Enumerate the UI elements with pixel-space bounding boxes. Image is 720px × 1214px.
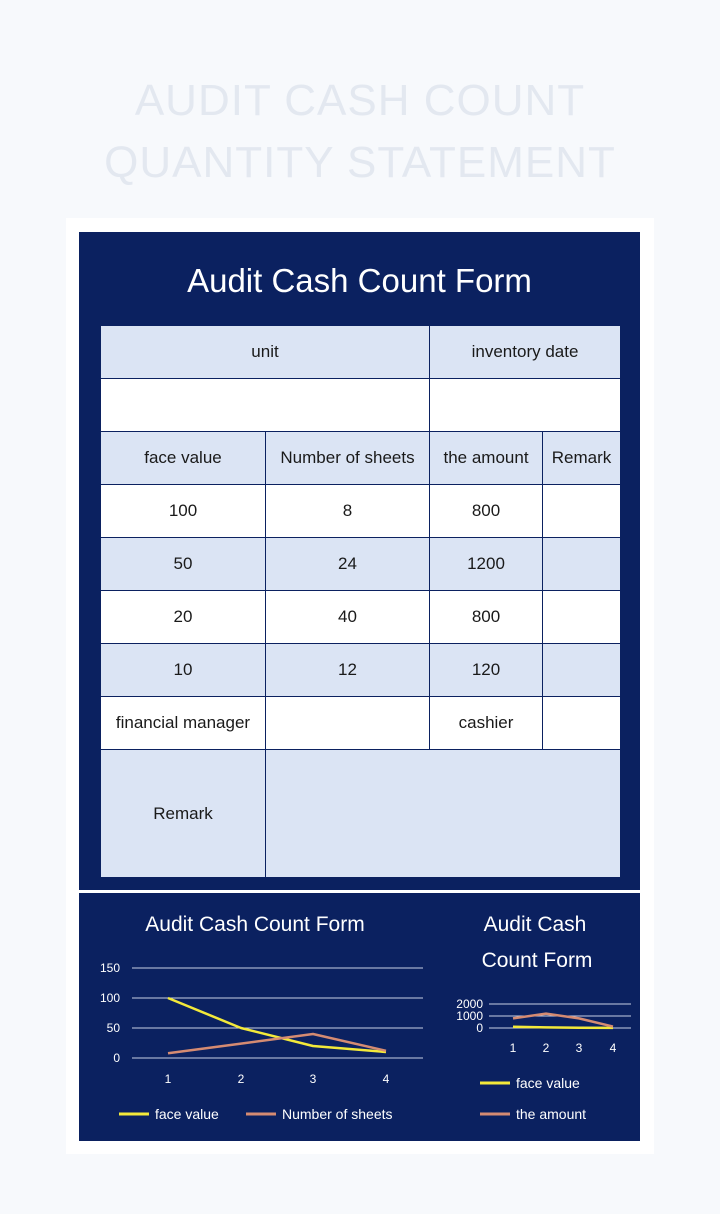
- face-value-cell: 50: [101, 538, 266, 591]
- chart-1-title: Audit Cash Count Form: [145, 913, 365, 936]
- y-tick-label: 0: [476, 1021, 483, 1035]
- x-tick-label: 2: [542, 1041, 550, 1055]
- series-line-1: [513, 1027, 613, 1028]
- remark-header: Remark: [543, 432, 621, 485]
- y-tick-label: 1000: [456, 1009, 483, 1023]
- x-tick-label: 2: [237, 1072, 245, 1086]
- charts-panel: [79, 893, 640, 1141]
- chart-2-title-line-1: Audit Cash: [483, 913, 587, 936]
- amount-cell: 1200: [430, 538, 543, 591]
- legend-label: the amount: [516, 1106, 587, 1122]
- legend-label: Number of sheets: [282, 1106, 393, 1122]
- header-row: [101, 326, 621, 379]
- sheets-cell: 40: [266, 591, 430, 644]
- legend-label: face value: [516, 1075, 580, 1091]
- unit-header: unit: [101, 326, 430, 379]
- remark-cell[interactable]: [543, 591, 621, 644]
- sheets-cell: 24: [266, 538, 430, 591]
- remark-row: [101, 750, 621, 878]
- header-values-row: [101, 379, 621, 432]
- cashier-label: cashier: [430, 697, 543, 750]
- x-tick-label: 1: [509, 1041, 517, 1055]
- form-title: Audit Cash Count Form: [187, 262, 532, 299]
- chart-2-title-line-2: Count Form: [481, 949, 593, 972]
- page-title-line-1: AUDIT CASH COUNT: [134, 76, 586, 125]
- sheets-cell: 8: [266, 485, 430, 538]
- legend-label: face value: [155, 1106, 219, 1122]
- column-header-row: [101, 432, 621, 485]
- x-tick-label: 1: [164, 1072, 172, 1086]
- cash-count-table: [100, 325, 621, 878]
- financial-manager-label: financial manager: [101, 697, 266, 750]
- amount-header: the amount: [430, 432, 543, 485]
- face-value-cell: 20: [101, 591, 266, 644]
- remark-cell[interactable]: [543, 644, 621, 697]
- face-value-cell: 10: [101, 644, 266, 697]
- inventory-date-header: inventory date: [430, 326, 621, 379]
- y-tick-label: 0: [113, 1051, 120, 1065]
- charts-svg: [79, 893, 640, 1141]
- x-tick-label: 4: [609, 1041, 617, 1055]
- x-tick-label: 3: [575, 1041, 583, 1055]
- amount-cell: 120: [430, 644, 543, 697]
- page-title-line-2: QUANTITY STATEMENT: [104, 138, 616, 187]
- financial-manager-value-cell[interactable]: [266, 697, 430, 750]
- x-tick-label: 3: [309, 1072, 317, 1086]
- signature-row: [101, 697, 621, 750]
- table-row: [101, 591, 621, 644]
- inventory-date-value-cell[interactable]: [430, 379, 621, 432]
- remark-cell[interactable]: [543, 485, 621, 538]
- table-row: [101, 538, 621, 591]
- face-value-cell: 100: [101, 485, 266, 538]
- face-value-header: face value: [101, 432, 266, 485]
- amount-cell: 800: [430, 591, 543, 644]
- chart-2: [456, 913, 631, 1122]
- cashier-value-cell[interactable]: [543, 697, 621, 750]
- amount-cell: 800: [430, 485, 543, 538]
- table-row: [101, 644, 621, 697]
- chart-1: [100, 913, 423, 1122]
- y-tick-label: 150: [99, 961, 120, 975]
- y-tick-label: 2000: [456, 997, 483, 1011]
- y-tick-label: 50: [106, 1021, 120, 1035]
- number-of-sheets-header: Number of sheets: [266, 432, 430, 485]
- remark-label: Remark: [101, 750, 266, 878]
- page-title: [0, 70, 720, 194]
- y-tick-label: 100: [99, 991, 120, 1005]
- x-tick-label: 4: [382, 1072, 390, 1086]
- sheets-cell: 12: [266, 644, 430, 697]
- unit-value-cell[interactable]: [101, 379, 430, 432]
- remark-cell[interactable]: [543, 538, 621, 591]
- table-row: [101, 485, 621, 538]
- remark-value-cell[interactable]: [266, 750, 621, 878]
